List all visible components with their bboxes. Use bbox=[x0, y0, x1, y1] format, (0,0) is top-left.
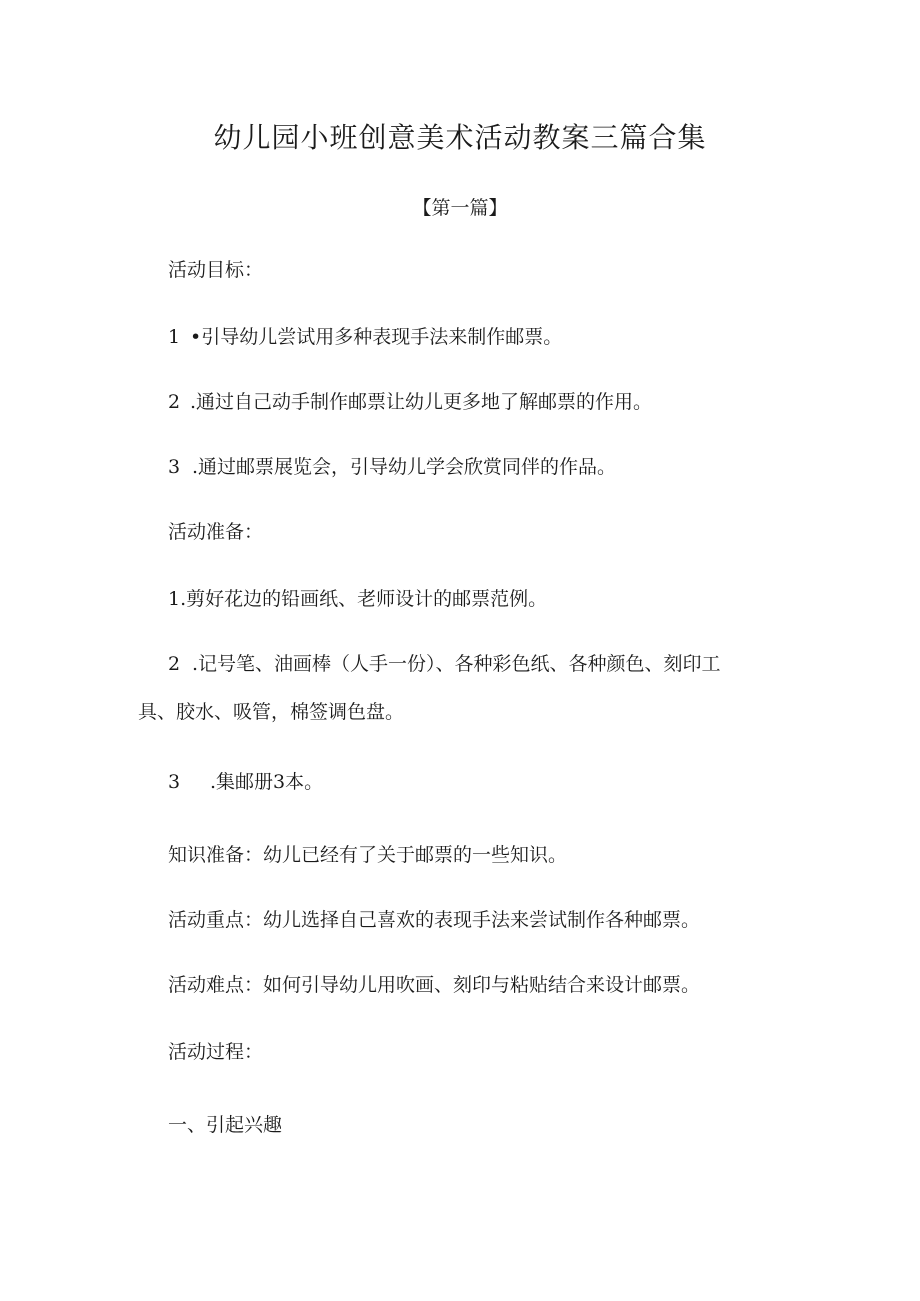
objective-item-3 bbox=[168, 455, 616, 479]
objective-number: 2 bbox=[168, 391, 181, 413]
difficulty-point: 活动难点：如何引导幼儿用吹画、刻印与粘贴结合来设计邮票。 bbox=[168, 974, 701, 996]
preparation-text: .记号笔、油画棒（人手一份）、各种彩色纸、各种颜色、刻印工 bbox=[192, 653, 721, 675]
objective-text: .通过自己动手制作邮票让幼儿更多地了解邮票的作用。 bbox=[190, 391, 653, 413]
objective-text: .通过邮票展览会，引导幼儿学会欣赏同伴的作品。 bbox=[192, 456, 617, 478]
key-point: 活动重点：幼儿选择自己喜欢的表现手法来尝试制作各种邮票。 bbox=[168, 909, 701, 931]
objectives-heading: 活动目标： bbox=[168, 259, 264, 281]
preparation-text: .剪好花边的铅画纸、老师设计的邮票范例。 bbox=[180, 588, 548, 610]
preparation-item-3 bbox=[168, 770, 323, 794]
objective-item-1 bbox=[168, 325, 562, 349]
preparation-item-2 bbox=[168, 652, 721, 676]
preparation-item-1 bbox=[168, 587, 547, 611]
preparation-number: 3 bbox=[168, 771, 181, 793]
objective-number: 1 bbox=[168, 326, 181, 348]
preparation-number: 2 bbox=[168, 653, 181, 675]
step-one-heading: 一、引起兴趣 bbox=[168, 1114, 283, 1136]
objective-text: •引导幼儿尝试用多种表现手法来制作邮票。 bbox=[190, 326, 563, 348]
preparation-text: .集邮册3本。 bbox=[210, 771, 324, 793]
preparation-item-2-continued: 具、胶水、吸管，棉签调色盘。 bbox=[138, 701, 405, 723]
section-label: 【第一篇】 bbox=[412, 197, 508, 219]
objective-number: 3 bbox=[168, 456, 181, 478]
objective-item-2 bbox=[168, 390, 652, 414]
preparation-heading: 活动准备： bbox=[168, 521, 264, 543]
knowledge-preparation: 知识准备：幼儿已经有了关于邮票的一些知识。 bbox=[168, 844, 568, 866]
process-heading: 活动过程： bbox=[168, 1041, 264, 1063]
preparation-number: 1 bbox=[168, 588, 181, 610]
document-title: 幼儿园小班创意美术活动教案三篇合集 bbox=[213, 121, 707, 154]
